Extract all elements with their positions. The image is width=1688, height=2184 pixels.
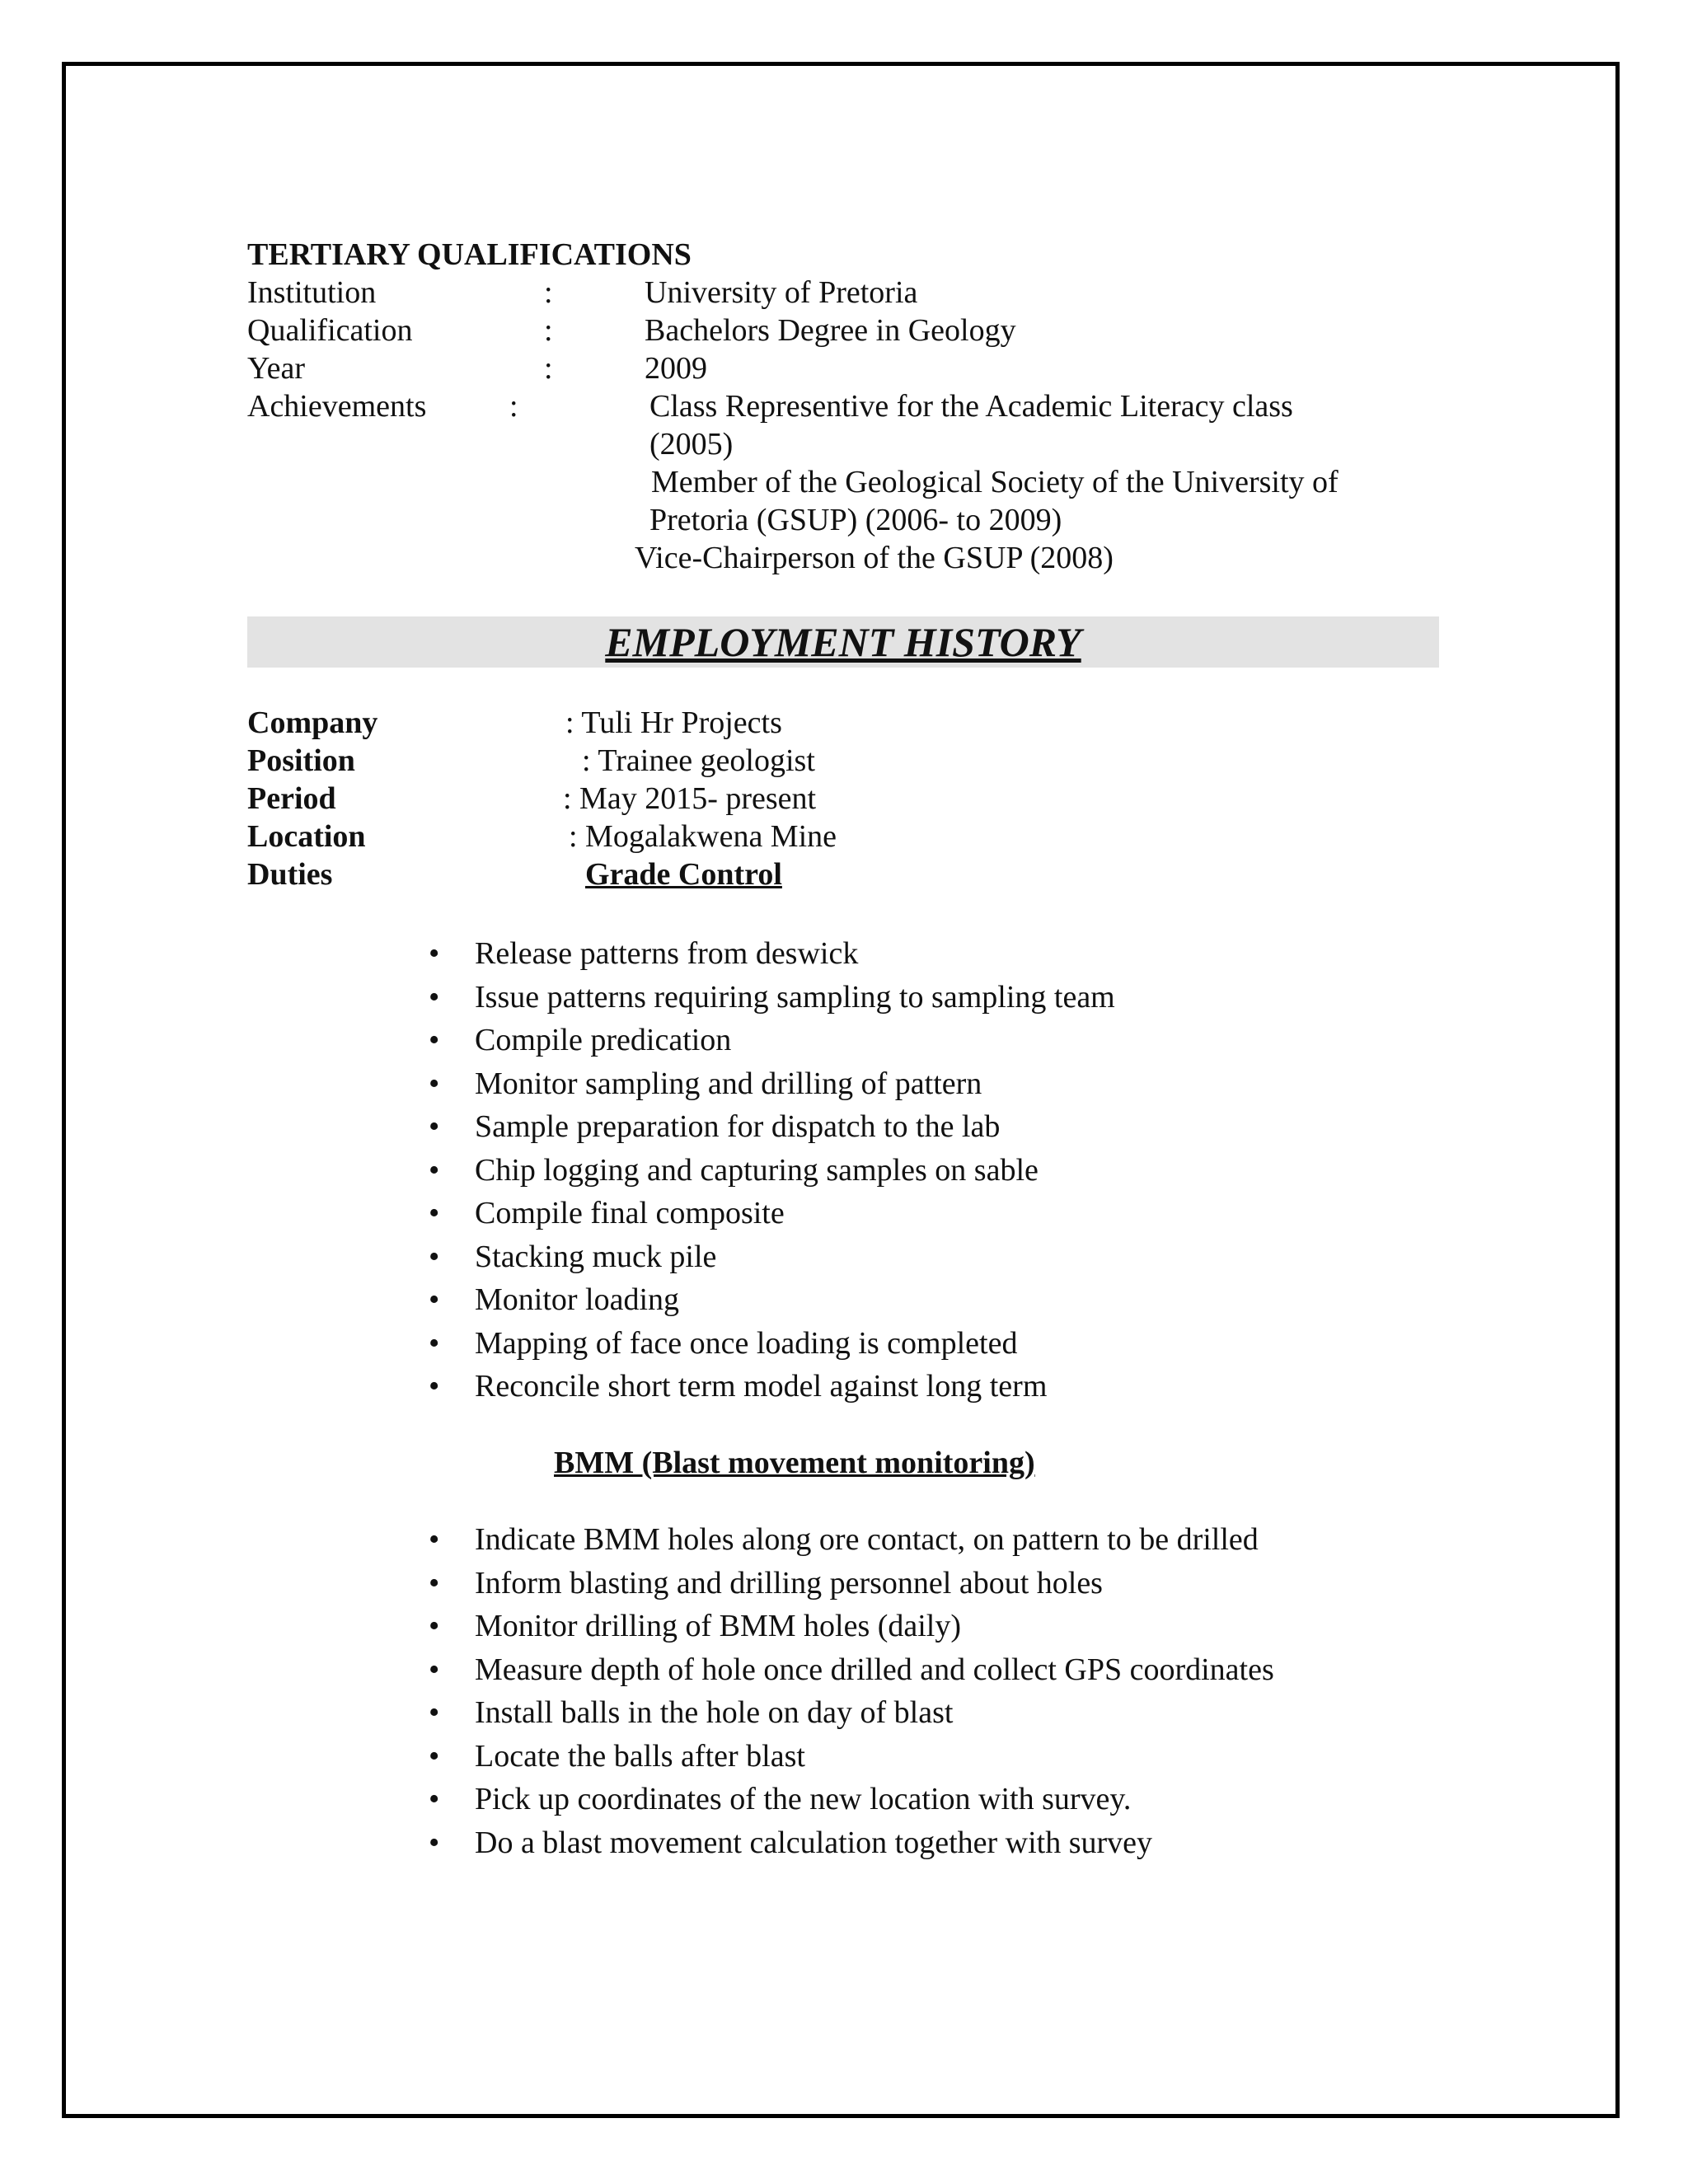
list-item: • Compile predication xyxy=(429,1019,1115,1062)
achievements-label: Achievements xyxy=(247,389,427,424)
achievement-line: Class Representive for the Academic Literacy class xyxy=(649,389,1293,424)
bullet-icon: • xyxy=(429,1109,440,1144)
bullet-icon: • xyxy=(429,1023,440,1057)
bullet-icon: • xyxy=(429,1738,440,1774)
duties-label: Duties xyxy=(247,857,333,892)
list-item: • Pick up coordinates of the new location with survey. xyxy=(429,1778,1274,1821)
list-item: • Monitor sampling and drilling of pattern xyxy=(429,1062,1115,1106)
bullet-icon: • xyxy=(429,1652,440,1687)
year-value: 2009 xyxy=(645,351,707,386)
list-item: • Monitor loading xyxy=(429,1278,1115,1322)
list-item: • Reconcile short term model against long term xyxy=(429,1365,1115,1408)
list-item: • Sample preparation for dispatch to the lab xyxy=(429,1105,1115,1149)
achievement-line: Vice-Chairperson of the GSUP (2008) xyxy=(635,541,1114,575)
qualification-label: Qualification xyxy=(247,313,413,348)
institution-sep: : xyxy=(544,275,553,310)
company-label: Company xyxy=(247,705,378,740)
period-value: : May 2015- present xyxy=(563,781,817,816)
bullet-icon: • xyxy=(429,1196,440,1230)
list-item: • Do a blast movement calculation together with survey xyxy=(429,1821,1274,1865)
list-item: • Issue patterns requiring sampling to sampling team xyxy=(429,976,1115,1019)
bullet-icon: • xyxy=(429,1609,440,1643)
bullet-icon: • xyxy=(429,1782,440,1816)
bullet-icon: • xyxy=(429,1239,440,1274)
qualification-sep: : xyxy=(544,313,553,348)
achievement-line: Pretoria (GSUP) (2006- to 2009) xyxy=(649,503,1062,537)
list-item: • Monitor drilling of BMM holes (daily) xyxy=(429,1605,1274,1648)
achievements-sep: : xyxy=(509,389,518,424)
list-item: • Locate the balls after blast xyxy=(429,1735,1274,1779)
bullet-icon: • xyxy=(429,936,440,971)
position-value: : Trainee geologist xyxy=(582,743,815,778)
list-item: • Install balls in the hole on day of blast xyxy=(429,1691,1274,1735)
bmm-list xyxy=(429,1518,1274,1864)
bullet-icon: • xyxy=(429,1522,440,1557)
bullet-icon: • xyxy=(429,1565,440,1601)
list-item: • Compile final composite xyxy=(429,1192,1115,1235)
list-item: • Measure depth of hole once drilled and collect GPS coordinates xyxy=(429,1648,1274,1692)
achievement-line: (2005) xyxy=(649,427,734,462)
grade-control-heading: Grade Control xyxy=(585,857,782,892)
company-value: : Tuli Hr Projects xyxy=(565,705,782,740)
list-item: • Mapping of face once loading is completed xyxy=(429,1322,1115,1366)
employment-history-title: EMPLOYMENT HISTORY xyxy=(605,619,1081,665)
list-item: • Indicate BMM holes along ore contact, on pattern to be drilled xyxy=(429,1518,1274,1562)
qualification-value: Bachelors Degree in Geology xyxy=(645,313,1016,348)
list-item: • Release patterns from deswick xyxy=(429,932,1115,976)
year-label: Year xyxy=(247,351,306,386)
location-value: : Mogalakwena Mine xyxy=(569,819,837,854)
bullet-icon: • xyxy=(429,1825,440,1860)
grade-control-list xyxy=(429,932,1115,1408)
year-sep: : xyxy=(544,351,553,386)
achievement-line: Member of the Geological Society of the University of xyxy=(651,465,1339,499)
list-item: • Stacking muck pile xyxy=(429,1235,1115,1279)
bmm-heading: BMM (Blast movement monitoring) xyxy=(554,1446,1035,1480)
bullet-icon: • xyxy=(429,1369,440,1404)
period-label: Period xyxy=(247,781,336,816)
bullet-icon: • xyxy=(429,1695,440,1730)
bullet-icon: • xyxy=(429,1325,440,1361)
tertiary-heading: TERTIARY QUALIFICATIONS xyxy=(247,237,692,272)
list-item: • Chip logging and capturing samples on sable xyxy=(429,1149,1115,1193)
institution-label: Institution xyxy=(247,275,377,310)
bullet-icon: • xyxy=(429,1066,440,1101)
bullet-icon: • xyxy=(429,1282,440,1317)
bullet-icon: • xyxy=(429,1152,440,1188)
list-item: • Inform blasting and drilling personnel about holes xyxy=(429,1562,1274,1605)
position-label: Position xyxy=(247,743,355,778)
bullet-icon: • xyxy=(429,979,440,1015)
institution-value: University of Pretoria xyxy=(645,275,918,310)
location-label: Location xyxy=(247,819,366,854)
